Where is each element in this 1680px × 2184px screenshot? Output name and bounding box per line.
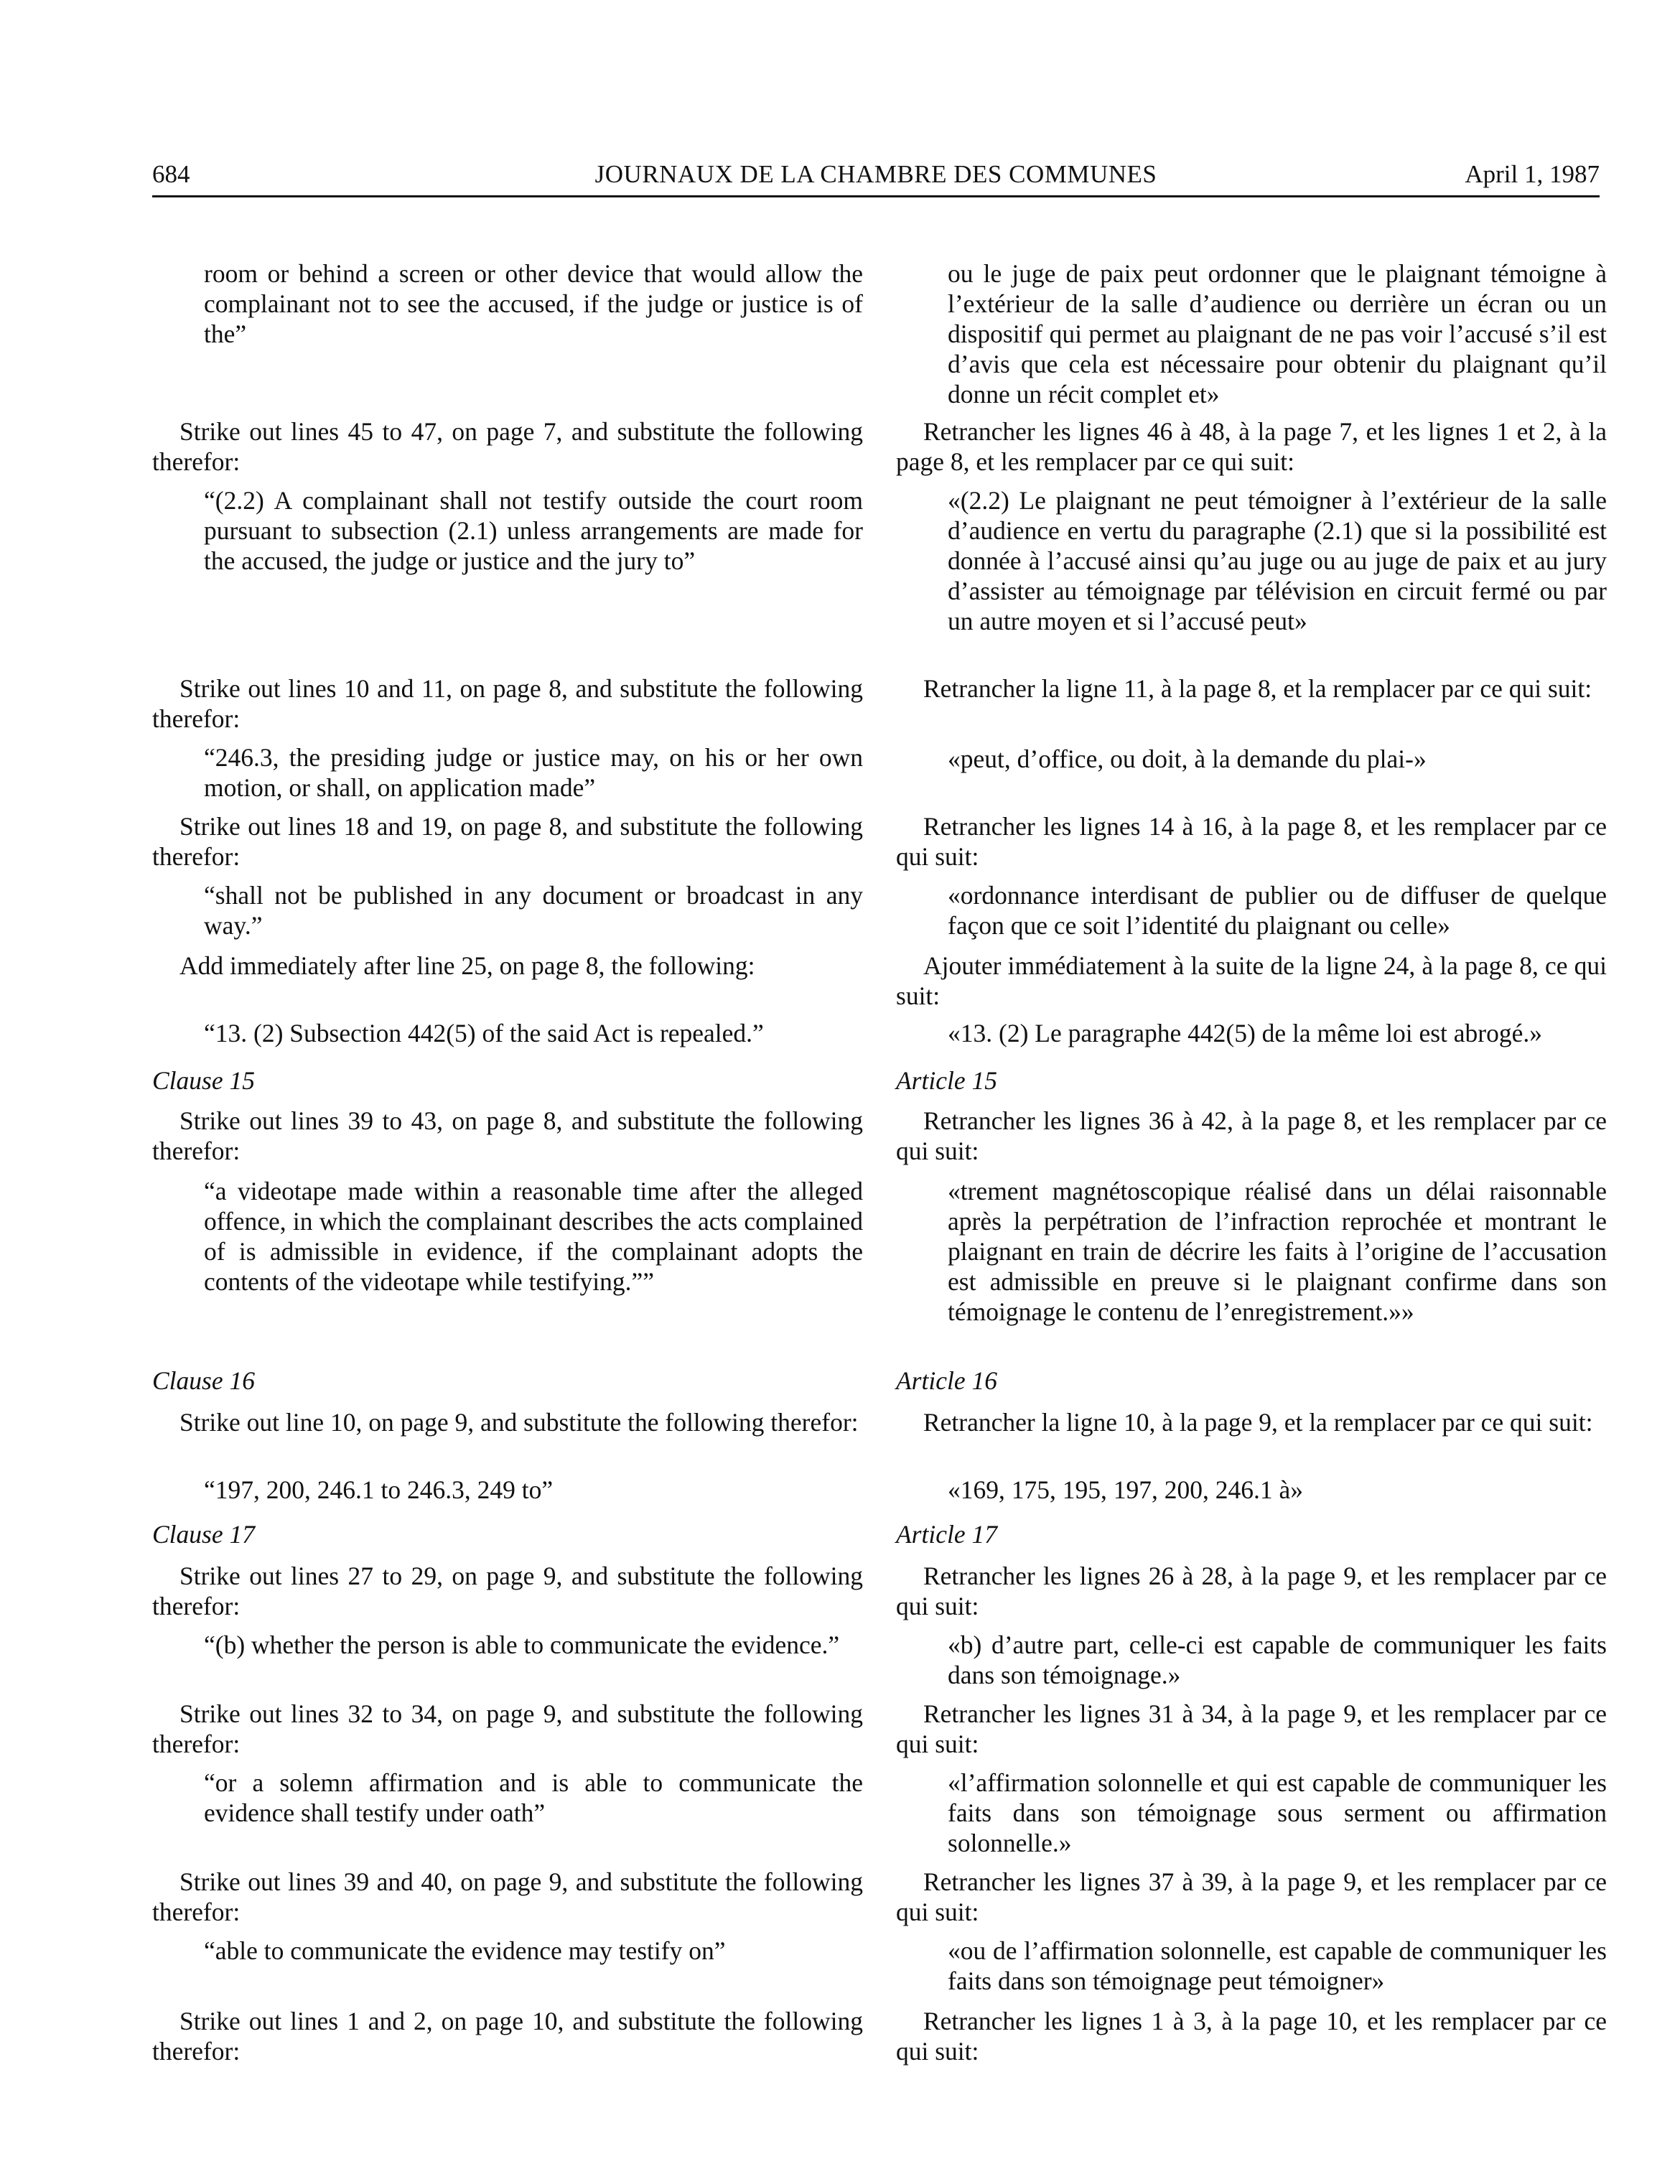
running-header [152,157,1600,197]
instruction-paragraph: Strike out line 10, on page 9, and substitute the following therefor: [179,1408,859,1437]
clause-heading: Clause 17 [152,1520,255,1549]
instruction-paragraph: Strike out lines 18 and 19, on page 8, and substitute the following therefor: [152,812,863,871]
quoted-amendment-text: room or behind a screen or other device that would allow the complainant not to see the accused, if the judge or justice is of the” [204,259,863,348]
quoted-amendment-text: “(b) whether the person is able to communicate the evidence.” [204,1630,840,1659]
instruction-paragraph: Strike out lines 32 to 34, on page 9, and substitute the following therefor: [152,1699,863,1758]
quoted-amendment-text: «(2.2) Le plaignant ne peut témoigner à l’extérieur de la salle d’audience en vertu du paragraphe (2.1) que si la possibilité est donnée à l’accusé ainsi qu’au juge ou au juge de paix et au jury d’assister au témoignage par télévision en circuit fermé ou par un autre moyen et si l’accusé peut» [948,486,1607,635]
instruction-paragraph: Strike out lines 1 and 2, on page 10, and substitute the following therefor: [152,2007,863,2066]
instruction-paragraph: Add immediately after line 25, on page 8, the following: [179,951,755,980]
quoted-amendment-text: “13. (2) Subsection 442(5) of the said Act is repealed.” [204,1019,764,1047]
quoted-amendment-text: “shall not be published in any document or broadcast in any way.” [204,881,863,940]
instruction-paragraph: Ajouter immédiatement à la suite de la ligne 24, à la page 8, ce qui suit: [896,951,1607,1010]
quoted-amendment-text: «trement magnétoscopique réalisé dans un délai raisonnable après la perpétration de l’infraction reprochée et montrant le plaignant en train de décrire les faits à l’origine de l’accusation est admissible en preuve si le plaignant confirme dans son témoignage le contenu de l’enregistrement.»» [948,1177,1607,1326]
instruction-paragraph: Strike out lines 10 and 11, on page 8, and substitute the following therefor: [152,674,863,733]
quoted-amendment-text: “246.3, the presiding judge or justice may, on his or her own motion, or shall, on application made” [204,743,863,802]
instruction-paragraph: Strike out lines 39 to 43, on page 8, and substitute the following therefor: [152,1106,863,1165]
instruction-paragraph: Retrancher les lignes 36 à 42, à la page 8, et les remplacer par ce qui suit: [896,1106,1607,1165]
clause-heading: Clause 15 [152,1066,255,1095]
instruction-paragraph: Retrancher la ligne 11, à la page 8, et la remplacer par ce qui suit: [923,674,1592,703]
quoted-amendment-text: «169, 175, 195, 197, 200, 246.1 à» [948,1475,1304,1504]
quoted-amendment-text: «peut, d’office, ou doit, à la demande du plai-» [948,745,1427,773]
article-heading: Article 15 [896,1066,997,1095]
page-number: 684 [152,160,190,188]
article-heading: Article 16 [896,1366,997,1395]
quoted-amendment-text: “a videotape made within a reasonable time after the alleged offence, in which the complainant describes the acts complained of is admissible in evidence, if the complainant adopts the contents of the videotape while testifying.”” [204,1177,863,1296]
quoted-amendment-text: «ou de l’affirmation solonnelle, est capable de communiquer les faits dans son témoignage peut témoigner» [948,1936,1607,1995]
instruction-paragraph: Retrancher les lignes 37 à 39, à la page 9, et les remplacer par ce qui suit: [896,1867,1607,1926]
header-date: April 1, 1987 [1465,160,1600,188]
journal-title: JOURNAUX DE LA CHAMBRE DES COMMUNES [594,160,1157,188]
quoted-amendment-text: «13. (2) Le paragraphe 442(5) de la même loi est abrogé.» [948,1019,1543,1047]
instruction-paragraph: Strike out lines 45 to 47, on page 7, and substitute the following therefor: [152,417,863,476]
instruction-paragraph: Strike out lines 39 and 40, on page 9, and substitute the following therefor: [152,1867,863,1926]
article-heading: Article 17 [896,1520,997,1549]
quoted-amendment-text: «l’affirmation solonnelle et qui est capable de communiquer les faits dans son témoignage sous serment ou affirmation solonnelle.» [948,1768,1607,1857]
clause-heading: Clause 16 [152,1366,255,1395]
instruction-paragraph: Retrancher les lignes 14 à 16, à la page 8, et les remplacer par ce qui suit: [896,812,1607,871]
instruction-paragraph: Retrancher la ligne 10, à la page 9, et la remplacer par ce qui suit: [923,1408,1593,1437]
quoted-amendment-text: “or a solemn affirmation and is able to communicate the evidence shall testify under oath” [204,1768,863,1827]
instruction-paragraph: Strike out lines 27 to 29, on page 9, and substitute the following therefor: [152,1562,863,1620]
quoted-amendment-text: “(2.2) A complainant shall not testify outside the court room pursuant to subsection (2.1) unless arrangements are made for the accused, the judge or justice and the jury to” [204,486,863,575]
instruction-paragraph: Retrancher les lignes 26 à 28, à la page 9, et les remplacer par ce qui suit: [896,1562,1607,1620]
quoted-amendment-text: ou le juge de paix peut ordonner que le plaignant témoigne à l’extérieur de la salle d’audience ou derrière un écran ou un dispositif qui permet au plaignant de ne pas voir l’accusé s’il est d’avis que cela est nécessaire pour obtenir du plaignant qu’il donne un récit complet et» [948,259,1607,409]
instruction-paragraph: Retrancher les lignes 1 à 3, à la page 10, et les remplacer par ce qui suit: [896,2007,1607,2066]
instruction-paragraph: Retrancher les lignes 46 à 48, à la page 7, et les lignes 1 et 2, à la page 8, et les remplacer par ce qui suit: [896,417,1607,476]
instruction-paragraph: Retrancher les lignes 31 à 34, à la page 9, et les remplacer par ce qui suit: [896,1699,1607,1758]
quoted-amendment-text: «ordonnance interdisant de publier ou de diffuser de quelque façon que ce soit l’identité du plaignant ou celle» [948,881,1607,940]
quoted-amendment-text: “197, 200, 246.1 to 246.3, 249 to” [204,1475,554,1504]
quoted-amendment-text: «b) d’autre part, celle-ci est capable de communiquer les faits dans son témoignage.» [948,1630,1607,1689]
quoted-amendment-text: “able to communicate the evidence may testify on” [204,1936,726,1965]
